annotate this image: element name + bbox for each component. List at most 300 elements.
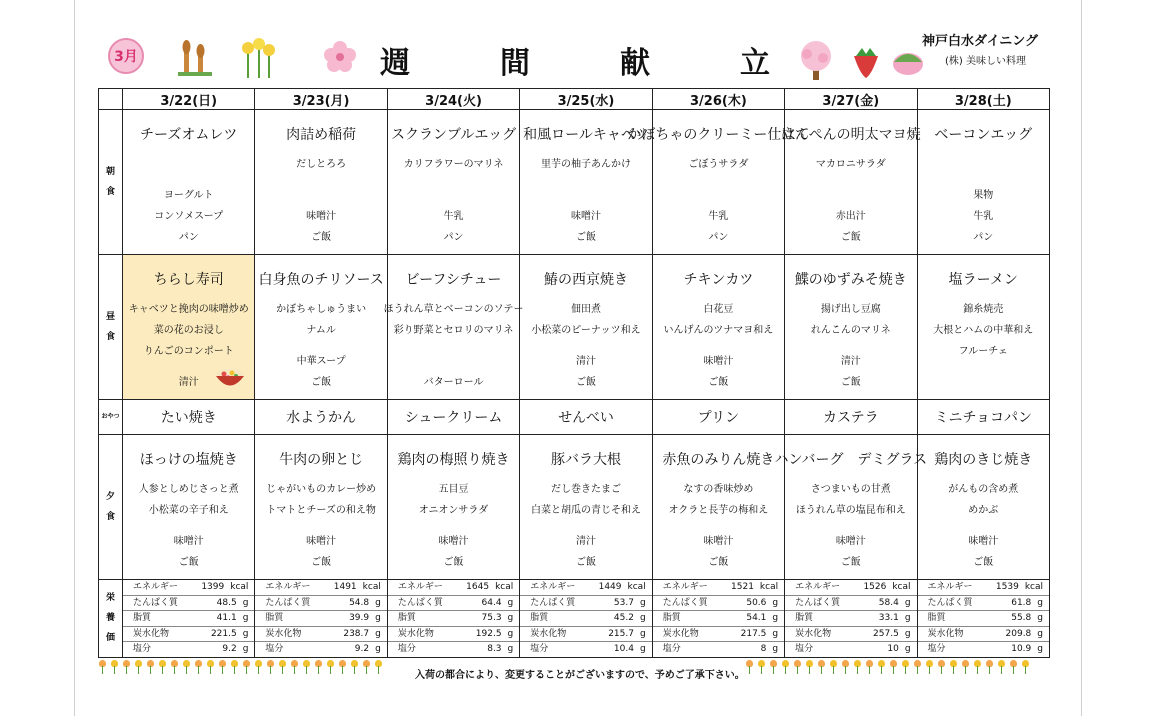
nutrition-label: たんぱく質: [795, 597, 841, 608]
dinner-side-dish: 五目豆: [438, 484, 469, 495]
lunch-soup-or-staple: 清汁: [840, 356, 861, 367]
nutrition-unit: g: [242, 597, 249, 608]
tulip-icon: [877, 660, 886, 674]
nutrition-row-item: [255, 596, 386, 612]
lunch-side-dish: 揚げ出し豆腐: [820, 304, 881, 315]
nutrition-unit: g: [242, 613, 249, 623]
row-label-char: 栄: [105, 593, 115, 604]
row-label-text: おやつ: [101, 413, 120, 420]
nutrition-row-item: [520, 627, 651, 643]
dinner-side-dish: 人参としめじさっと煮: [138, 484, 239, 495]
nutrition-value: 217.5: [740, 628, 767, 639]
nutrition-label: たんぱく質: [265, 597, 311, 608]
nutrition-label: 脂質: [397, 613, 416, 623]
snack-item: ミニチョコパン: [934, 410, 1033, 426]
nutrition-value: 8.3: [487, 644, 502, 654]
nutrition-value: 1526: [863, 582, 887, 592]
nutrition-row-item: [520, 596, 651, 612]
nutrition-label: 脂質: [927, 613, 946, 623]
breakfast-soup-or-staple: 味噌汁: [306, 211, 337, 222]
lunch-side-dish: 大根とハムの中華和え: [933, 325, 1034, 336]
dinner-main-dish: 鶏肉の梅照り焼き: [397, 452, 510, 468]
tulip-icon: [805, 660, 814, 674]
row-label-char: 養: [105, 613, 115, 624]
nutrition-row-item: [388, 580, 519, 596]
dinner-soup-or-staple: 味噌汁: [306, 536, 337, 547]
nutrition-unit: g: [904, 613, 911, 623]
nutrition-unit: g: [639, 613, 646, 623]
nutrition-label: 炭水化物: [265, 628, 302, 639]
snack-item: プリン: [697, 410, 740, 426]
snack-row: [99, 400, 1050, 435]
title-char: 週: [380, 46, 410, 81]
lunch-side-dish: ほうれん草とベーコンのソテー: [383, 304, 524, 315]
nutrition-label: 炭水化物: [530, 628, 567, 639]
nutrition-label: 炭水化物: [133, 628, 170, 639]
rapeseed-flower-icon: [240, 38, 276, 80]
tulip-icon: [985, 660, 994, 674]
nutrition-unit: kcal: [759, 582, 779, 592]
tulip-icon: [769, 660, 778, 674]
lunch-main-dish: チキンカツ: [683, 272, 754, 288]
lunch-side-dish: 錦糸焼売: [963, 304, 1004, 315]
lunch-cell-highlighted: [123, 255, 255, 400]
tulip-icon: [889, 660, 898, 674]
lunch-main-dish: ちらし寿司: [153, 272, 224, 288]
footer-flower-border-right: [745, 660, 1030, 674]
dinner-main-dish: 豚バラ大根: [550, 452, 621, 468]
lunch-main-dish: 白身魚のチリソース: [258, 272, 384, 288]
nutrition-value: 215.7: [608, 628, 634, 639]
dinner-side-dish: オクラと長芋の梅和え: [668, 505, 769, 516]
date-header: 3/24(火): [387, 89, 519, 110]
tulip-icon: [218, 660, 227, 674]
nutrition-unit: g: [242, 628, 249, 639]
scan-edge-left: [74, 0, 75, 716]
tulip-icon: [158, 660, 167, 674]
nutrition-label: 塩分: [662, 644, 681, 654]
nutrition-unit: kcal: [362, 582, 381, 592]
tulip-icon: [781, 660, 790, 674]
nutrition-label: エネルギー: [265, 582, 311, 592]
lunch-soup-or-staple: 清汁: [575, 356, 596, 367]
row-label-char: 食: [105, 512, 115, 522]
scan-edge-right: [1081, 0, 1082, 716]
nutrition-value: 192.5: [475, 628, 502, 639]
breakfast-soup-or-staple: パン: [178, 232, 199, 243]
tulip-icon: [757, 660, 766, 674]
corner-cell: [99, 89, 123, 110]
nutrition-unit: g: [242, 644, 249, 654]
dinner-soup-or-staple: ご飯: [973, 557, 994, 568]
lunch-side-dish: かぼちゃしゅうまい: [276, 304, 367, 315]
nutrition-row-item: [785, 627, 916, 643]
snack-item: シュークリーム: [404, 410, 503, 426]
nutrition-value: 53.7: [613, 597, 634, 608]
nutrition-row-item: [785, 580, 916, 596]
nutrition-unit: g: [1037, 613, 1043, 623]
nutrition-unit: g: [772, 644, 779, 654]
sakura-mochi-icon: [890, 44, 926, 78]
nutrition-value: 1399: [201, 582, 225, 592]
nutrition-row-item: [520, 642, 651, 657]
breakfast-main-dish: チーズオムレツ: [140, 127, 238, 143]
nutrition-label: 塩分: [927, 644, 946, 654]
nutrition-value: 1491: [333, 582, 357, 592]
nutrition-unit: kcal: [627, 582, 646, 592]
dinner-side-dish: じゃがいものカレー炒め: [266, 484, 377, 495]
tulip-icon: [949, 660, 958, 674]
nutrition-label: たんぱく質: [662, 597, 708, 608]
nutrition-value: 75.3: [481, 613, 502, 623]
nutrition-unit: g: [1037, 597, 1043, 608]
nutrition-value: 64.4: [481, 597, 502, 608]
snack-item: せんべい: [558, 410, 614, 426]
dinner-side-dish: なすの香味炒め: [683, 484, 754, 495]
tulip-icon: [829, 660, 838, 674]
nutrition-label: エネルギー: [662, 582, 708, 592]
lunch-cell: [785, 255, 917, 400]
nutrition-unit: g: [507, 628, 514, 639]
breakfast-cell: [255, 110, 387, 255]
dinner-label: [99, 435, 123, 580]
breakfast-main-dish: はんぺんの明太マヨ焼: [780, 127, 921, 143]
nutrition-label: 炭水化物: [795, 628, 832, 639]
lunch-cell: [255, 255, 387, 400]
dinner-main-dish: ほっけの塩焼き: [139, 452, 238, 468]
lunch-side-dish: 白花豆: [703, 304, 734, 315]
dinner-main-dish: 牛肉の卵とじ: [279, 452, 364, 468]
row-label-char: 食: [105, 187, 115, 197]
nutrition-value: 1539: [995, 582, 1019, 592]
tulip-icon: [362, 660, 371, 674]
date-header: 3/27(金): [785, 89, 917, 110]
nutrition-cell: [652, 580, 784, 658]
nutrition-value: 54.1: [746, 613, 767, 623]
breakfast-soup-or-staple: 果物: [973, 190, 994, 201]
row-label-char: 夕: [105, 492, 115, 502]
breakfast-soup-or-staple: 牛乳: [973, 211, 994, 222]
nutrition-row-item: [520, 580, 651, 596]
tulip-icon: [350, 660, 359, 674]
tulip-icon: [242, 660, 251, 674]
nutrition-row-item: [388, 611, 519, 627]
nutrition-unit: g: [1037, 628, 1043, 639]
breakfast-side-dish: マカロニサラダ: [815, 159, 886, 170]
dinner-soup-or-staple: ご飯: [840, 557, 861, 568]
nutrition-label: 脂質: [795, 613, 814, 623]
nutrition-unit: g: [639, 644, 646, 654]
breakfast-cell: [123, 110, 255, 255]
strawberry-icon: [846, 44, 886, 80]
dinner-main-dish: 鶏肉のきじ焼き: [934, 452, 1033, 468]
tulip-icon: [997, 660, 1006, 674]
nutrition-unit: g: [772, 597, 779, 608]
nutrition-label: たんぱく質: [133, 597, 179, 608]
nutrition-label: 塩分: [795, 644, 814, 654]
nutrition-unit: g: [375, 628, 381, 639]
dinner-soup-or-staple: 味噌汁: [968, 536, 999, 547]
dinner-row: [99, 435, 1050, 580]
lunch-soup-or-staple: ご飯: [575, 377, 596, 388]
nutrition-cell: [917, 580, 1049, 658]
tulip-icon: [374, 660, 383, 674]
nutrition-value: 45.2: [613, 613, 634, 623]
nutrition-value: 1449: [598, 582, 622, 592]
lunch-side-dish: フルーチェ: [958, 346, 1008, 357]
tulip-icon: [290, 660, 299, 674]
lunch-main-dish: ビーフシチュー: [405, 272, 502, 288]
dinner-soup-or-staple: ご飯: [178, 557, 199, 568]
nutrition-unit: g: [375, 613, 381, 623]
lunch-cell: [917, 255, 1049, 400]
nutrition-label: エネルギー: [397, 582, 443, 592]
nutrition-label: 炭水化物: [662, 628, 699, 639]
nutrition-label: 脂質: [530, 613, 549, 623]
title-char: 間: [500, 46, 530, 81]
company-subname: (株) 美味しい料理: [945, 56, 1026, 67]
nutrition-cell: [123, 580, 255, 658]
dinner-cell: [652, 435, 784, 580]
company-name: 神戸白水ダイニング: [922, 34, 1038, 49]
tulip-icon: [973, 660, 982, 674]
breakfast-soup-or-staple: ご飯: [575, 232, 596, 243]
lunch-soup-or-staple: ご飯: [311, 377, 332, 388]
nutrition-unit: g: [507, 644, 514, 654]
nutrition-value: 209.8: [1005, 628, 1032, 639]
nutrition-cell: [255, 580, 387, 658]
nutrition-row-item: [918, 642, 1049, 657]
nutrition-value: 9.2: [354, 644, 370, 654]
nutrition-value: 48.5: [216, 597, 237, 608]
nutrition-cell: [785, 580, 917, 658]
nutrition-unit: g: [639, 628, 646, 639]
breakfast-soup-or-staple: ヨーグルト: [163, 190, 214, 201]
nutrition-row-item: [520, 611, 651, 627]
dinner-cell: [387, 435, 519, 580]
dinner-cell: [520, 435, 652, 580]
nutrition-row-item: [255, 642, 386, 657]
tulip-icon: [182, 660, 191, 674]
lunch-side-dish: いんげんのツナマヨ和え: [663, 325, 774, 336]
dinner-side-dish: トマトとチーズの和え物: [266, 505, 376, 516]
tulip-icon: [937, 660, 946, 674]
nutrition-value: 1645: [466, 582, 490, 592]
row-label-char: 朝: [105, 167, 115, 177]
nutrition-value: 58.4: [878, 597, 899, 608]
lunch-side-dish: れんこんのマリネ: [810, 325, 891, 336]
breakfast-soup-or-staple: パン: [443, 232, 464, 243]
tulip-icon: [925, 660, 934, 674]
nutrition-row-item: [785, 611, 916, 627]
tulip-icon: [194, 660, 203, 674]
footer-flower-border-left: [98, 660, 383, 674]
nutrition-row-item: [918, 596, 1049, 612]
tulip-icon: [302, 660, 311, 674]
dinner-side-dish: だし巻きたまご: [550, 484, 621, 495]
nutrition-label: 脂質: [265, 613, 284, 623]
breakfast-cell: [917, 110, 1049, 255]
nutrition-value: 50.6: [746, 597, 767, 608]
date-header: 3/23(月): [255, 89, 387, 110]
dinner-soup-or-staple: ご飯: [708, 557, 729, 568]
cherry-tree-icon: [796, 40, 836, 82]
nutrition-unit: g: [639, 597, 646, 608]
nutrition-cell: [387, 580, 519, 658]
nutrition-label: 塩分: [265, 644, 284, 654]
nutrition-unit: g: [904, 644, 911, 654]
dinner-soup-or-staple: 味噌汁: [173, 536, 204, 547]
page-title: [380, 38, 770, 82]
nutrition-label: たんぱく質: [530, 597, 576, 608]
breakfast-soup-or-staple: 味噌汁: [570, 211, 601, 222]
nutrition-row-item: [388, 596, 519, 612]
nutrition-unit: g: [904, 597, 911, 608]
dinner-cell: [774, 435, 928, 580]
month-badge: 3月: [108, 38, 144, 74]
lunch-side-dish: 小松菜のピーナッツ和え: [531, 325, 641, 336]
tulip-icon: [170, 660, 179, 674]
nutrition-unit: g: [904, 628, 911, 639]
tulip-icon: [134, 660, 143, 674]
nutrition-value: 1521: [731, 582, 754, 592]
tulip-icon: [817, 660, 826, 674]
tulip-icon: [338, 660, 347, 674]
breakfast-label: [99, 110, 123, 255]
nutrition-unit: g: [375, 644, 381, 654]
snack-item: カステラ: [822, 410, 879, 426]
lunch-soup-or-staple: 清汁: [178, 377, 199, 388]
tulip-icon: [853, 660, 862, 674]
nutrition-label: 塩分: [530, 644, 549, 654]
dinner-main-dish: ハンバーグ デミグラス: [774, 452, 928, 468]
breakfast-soup-or-staple: パン: [973, 232, 994, 243]
nutrition-row-item: [653, 627, 784, 643]
lunch-side-dish: 菜の花のお浸し: [153, 325, 224, 336]
lunch-main-dish: 鰆の西京焼き: [543, 272, 628, 288]
nutrition-unit: kcal: [892, 582, 911, 592]
dinner-cell: [123, 435, 255, 580]
nutrition-cell: [520, 580, 652, 658]
tulip-icon: [793, 660, 802, 674]
title-char: 献: [620, 46, 650, 81]
dinner-side-dish: がんもの含め煮: [948, 484, 1019, 495]
footer-note: 入荷の都合により、変更することがございますので、予めご了承下さい。: [415, 670, 745, 681]
nutrition-label: 炭水化物: [397, 628, 434, 639]
lunch-cell: [383, 255, 524, 400]
breakfast-side-dish: だしとろろ: [296, 159, 347, 170]
breakfast-soup-or-staple: コンソメスープ: [154, 211, 224, 222]
lunch-side-dish: 佃田煮: [570, 304, 601, 315]
breakfast-main-dish: 和風ロールキャベツ: [523, 127, 649, 143]
nutrition-row-item: [785, 642, 916, 657]
nutrition-row-item: [653, 596, 784, 612]
nutrition-value: 33.1: [878, 613, 899, 623]
nutrition-row-item: [388, 642, 519, 657]
tulip-icon: [901, 660, 910, 674]
nutrition-unit: kcal: [1024, 582, 1043, 592]
snack-item: たい焼き: [160, 410, 217, 426]
nutrition-label: [99, 580, 123, 658]
nutrition-value: 257.5: [873, 628, 899, 639]
dinner-main-dish: 赤魚のみりん焼き: [662, 452, 775, 468]
breakfast-main-dish: スクランブルエッグ: [390, 127, 517, 143]
nutrition-value: 10.9: [1011, 644, 1032, 654]
nutrition-row-item: [653, 642, 784, 657]
nutrition-row-item: [255, 611, 386, 627]
tulip-icon: [206, 660, 215, 674]
date-header: 3/26(木): [652, 89, 784, 110]
nutrition-row-item: [918, 580, 1049, 596]
nutrition-row-item: [123, 627, 254, 643]
breakfast-cell: [780, 110, 921, 255]
date-header: 3/25(水): [520, 89, 652, 110]
lunch-side-dish: 彩り野菜とセロリのマリネ: [393, 325, 514, 336]
breakfast-soup-or-staple: 牛乳: [443, 211, 464, 222]
row-label-char: 価: [105, 633, 115, 644]
nutrition-label: 脂質: [662, 613, 681, 623]
title-char: 立: [740, 46, 770, 81]
nutrition-row-item: [918, 611, 1049, 627]
dinner-soup-or-staple: 清汁: [575, 536, 596, 547]
breakfast-cell: [627, 110, 810, 255]
dinner-soup-or-staple: 味噌汁: [438, 536, 469, 547]
dinner-cell: [917, 435, 1049, 580]
tulip-icon: [254, 660, 263, 674]
lunch-side-dish: りんごのコンポート: [143, 346, 234, 357]
breakfast-cell: [387, 110, 519, 255]
nutrition-value: 238.7: [343, 628, 370, 639]
lunch-side-dish: ナムル: [306, 325, 336, 336]
nutrition-row-item: [918, 627, 1049, 643]
tulip-icon: [122, 660, 131, 674]
breakfast-side-dish: ごぼうサラダ: [688, 159, 749, 170]
nutrition-unit: g: [1037, 644, 1043, 654]
nutrition-value: 54.8: [349, 597, 370, 608]
nutrition-label: エネルギー: [927, 582, 973, 592]
tulip-icon: [1009, 660, 1018, 674]
lunch-cell: [652, 255, 784, 400]
horsetail-icon: [178, 38, 212, 78]
lunch-main-dish: 塩ラーメン: [948, 272, 1018, 288]
row-label-char: 昼: [105, 312, 115, 322]
breakfast-main-dish: ベーコンエッグ: [934, 127, 1033, 143]
tulip-icon: [961, 660, 970, 674]
breakfast-side-dish: カリフラワーのマリネ: [403, 159, 504, 170]
nutrition-row: [99, 580, 1050, 658]
nutrition-value: 221.5: [210, 628, 237, 639]
nutrition-row-item: [653, 580, 784, 596]
nutrition-row-item: [255, 580, 386, 596]
dinner-side-dish: めかぶ: [968, 505, 999, 516]
lunch-label: [99, 255, 123, 400]
nutrition-value: 10: [887, 644, 899, 654]
nutrition-value: 55.8: [1011, 613, 1032, 623]
snack-label: [99, 400, 123, 435]
nutrition-label: 炭水化物: [927, 628, 964, 639]
nutrition-label: エネルギー: [795, 582, 841, 592]
dinner-soup-or-staple: 味噌汁: [835, 536, 866, 547]
nutrition-label: 塩分: [397, 644, 416, 654]
nutrition-unit: g: [772, 613, 779, 623]
dinner-side-dish: 小松菜の辛子和え: [148, 505, 229, 516]
nutrition-unit: g: [507, 613, 514, 623]
lunch-soup-or-staple: ご飯: [840, 377, 861, 388]
chirashi-bowl-icon: [214, 365, 246, 391]
lunch-soup-or-staple: 中華スープ: [296, 356, 346, 367]
tulip-icon: [266, 660, 275, 674]
nutrition-unit: kcal: [230, 582, 249, 592]
